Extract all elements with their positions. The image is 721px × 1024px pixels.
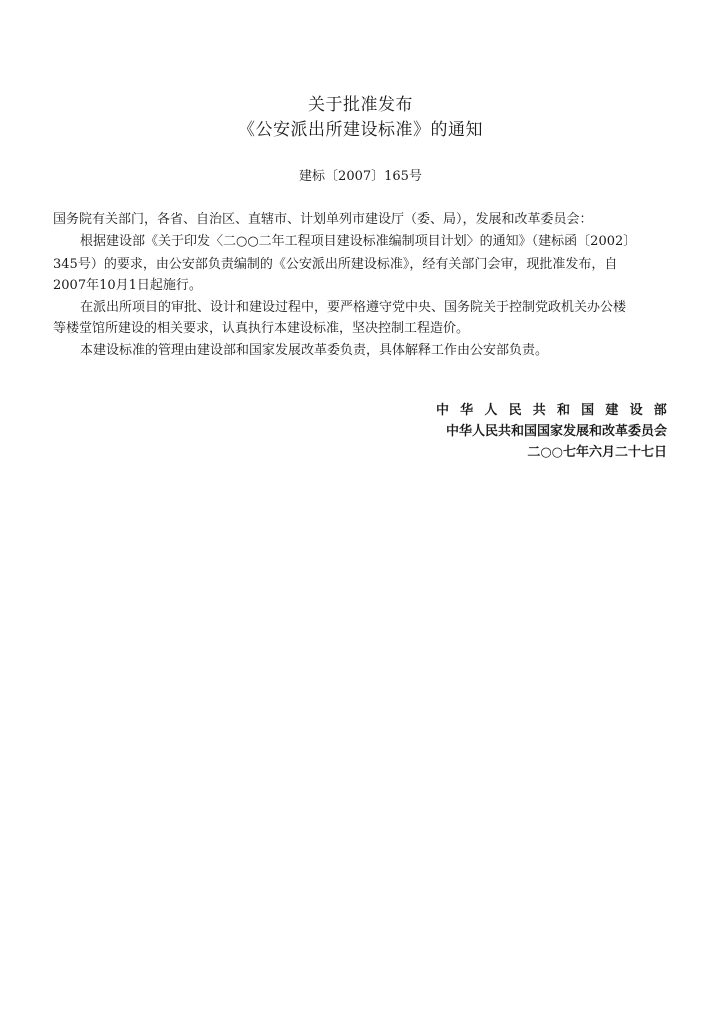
title-line-2: 《公安派出所建设标准》的通知 xyxy=(238,120,483,140)
signature-ministry: 中华人民共和国建设部 xyxy=(435,403,678,418)
paragraph-1-line-3: 2007年10月1日起施行。 xyxy=(53,278,202,293)
paragraph-1-line-1: 根据建设部《关于印发〈二○○二年工程项目建设标准编制项目计划〉的通知》（建标函〔2002〕 xyxy=(80,234,637,249)
paragraph-1-line-2: 345号）的要求，由公安部负责编制的《公安派出所建设标准》，经有关部门会审，现批准发布，自 xyxy=(53,257,618,272)
addressee-line: 国务院有关部门，各省、自治区、直辖市、计划单列市建设厅（委、局），发展和改革委员会： xyxy=(53,212,593,227)
title-line-1: 关于批准发布 xyxy=(308,95,413,115)
signature-date: 二○○七年六月二十七日 xyxy=(527,445,667,460)
paragraph-2-line-1: 在派出所项目的审批、设计和建设过程中，要严格遵守党中央、国务院关于控制党政机关办公楼 xyxy=(80,300,627,315)
document-number: 建标〔2007〕165号 xyxy=(299,169,422,184)
paragraph-3-line-1: 本建设标准的管理由建设部和国家发展改革委负责，具体解释工作由公安部负责。 xyxy=(80,343,549,358)
paragraph-2-line-2: 等楼堂馆所建设的相关要求，认真执行本建设标准，坚决控制工程造价。 xyxy=(53,321,470,336)
signature-commission: 中华人民共和国国家发展和改革委员会 xyxy=(445,424,667,439)
